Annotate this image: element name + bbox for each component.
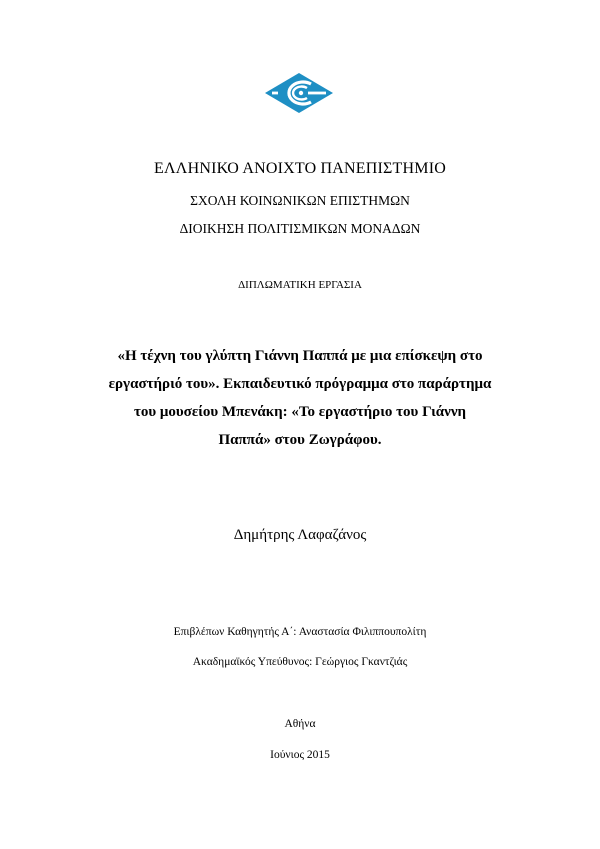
thesis-title [90,342,510,454]
thesis-title-line: Παππά» στου Ζωγράφου. [218,432,382,448]
school-name: ΣΧΟΛΗ ΚΟΙΝΩΝΙΚΩΝ ΕΠΙΣΤΗΜΩΝ [190,193,410,208]
university-logo-icon [264,72,334,114]
supervisor-line: Επιβλέπων Καθηγητής Α΄: Αναστασία Φιλιππουπολίτη [173,626,427,638]
thesis-title-line: του μουσείου Μπενάκη: «Το εργαστήριο του Γιάννη [133,404,467,420]
thesis-title-line: εργαστήριό του». Εκπαιδευτικό πρόγραμμα στο παράρτημα [108,376,492,392]
thesis-title-line: «Η τέχνη του γλύπτη Γιάννη Παππά με μια επίσκεψη στο [117,348,483,364]
author-name: Δημήτρης Λαφαζάνος [233,527,367,543]
thesis-type: ΔΙΠΛΩΜΑΤΙΚΗ ΕΡΓΑΣΙΑ [238,279,362,291]
academic-advisor-line: Ακαδημαϊκός Υπεύθυνος: Γεώργιος Γκαντζιάς [192,656,408,668]
date: Ιούνιος 2015 [270,749,330,761]
city: Αθήνα [284,718,316,730]
university-name: ΕΛΛΗΝΙΚΟ ΑΝΟΙΧΤΟ ΠΑΝΕΠΙΣΤΗΜΙΟ [154,160,446,177]
department-name: ΔΙΟΙΚΗΣΗ ΠΟΛΙΤΙΣΜΙΚΩΝ ΜΟΝΑΔΩΝ [179,221,421,236]
